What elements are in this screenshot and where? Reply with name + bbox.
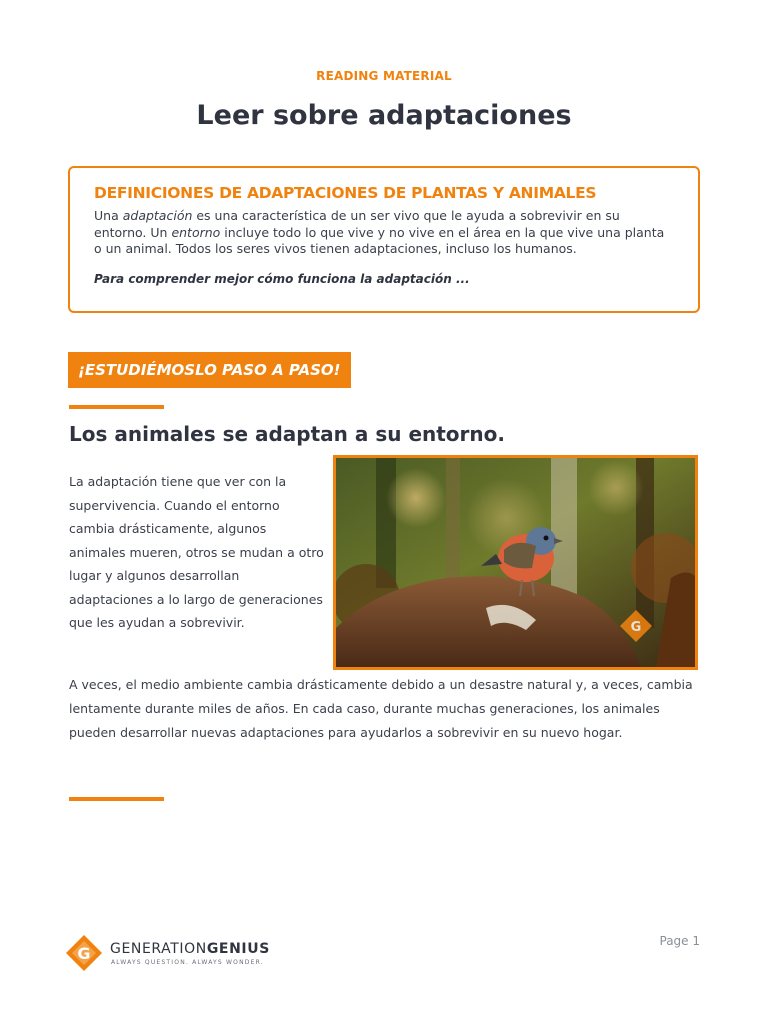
section-paragraph: A veces, el medio ambiente cambia drásticamente debido a un desastre natural y, a veces, cambia lentamente durante miles de años. En cada caso, durante muchas generaciones, los animales pueden desarrollar nuevas adaptaciones para ayudarlos a sobrevivir en su nuevo hogar. (69, 677, 693, 740)
page-number: Page 1 (659, 934, 700, 948)
eyebrow-label: READING MATERIAL (316, 69, 452, 83)
term-adaptacion: adaptación (122, 208, 193, 223)
bird-illustration (336, 458, 695, 667)
step-banner: ¡ESTUDIÉMOSLO PASO A PASO! (68, 352, 351, 388)
logo-wordmark (110, 941, 270, 957)
svg-text:G: G (630, 620, 642, 635)
generation-genius-logo-icon (66, 935, 102, 971)
divider-bottom (69, 797, 164, 801)
definitions-text-2: es una característica de un ser vivo que le ayuda a sobrevivir en su entorno. Un (94, 208, 620, 240)
logo-word-light: GENERATION (110, 941, 207, 957)
definitions-text-1: Una (94, 208, 123, 223)
definitions-lead: Para comprender mejor cómo funciona la adaptación ... (94, 271, 470, 286)
footer-logo (66, 933, 306, 977)
term-entorno: entorno (171, 224, 221, 240)
page-title: Leer sobre adaptaciones (196, 100, 572, 131)
divider-top (69, 405, 164, 409)
definitions-box (68, 166, 700, 313)
section-title: Los animales se adaptan a su entorno. (69, 422, 505, 446)
svg-text:G: G (77, 944, 91, 963)
definitions-body (94, 208, 674, 258)
definitions-text-3: incluye todo lo que vive y no vive en el área en la que vive una planta o un animal. Todos los seres vivos tienen adaptaciones, incluso los humanos. (94, 224, 665, 256)
bird-photo (333, 455, 698, 670)
logo-word-bold: GENIUS (206, 941, 270, 957)
definitions-heading: DEFINICIONES DE ADAPTACIONES DE PLANTAS Y ANIMALES (94, 184, 597, 202)
logo-tagline: ALWAYS QUESTION. ALWAYS WONDER. (111, 959, 264, 966)
section-side-text: La adaptación tiene que ver con la supervivencia. Cuando el entorno cambia drásticamente, algunos animales mueren, otros se mudan a otro lugar y algunos desarrollan adaptaciones a lo largo de generaciones que les ayudan a sobrevivir. (69, 474, 324, 630)
